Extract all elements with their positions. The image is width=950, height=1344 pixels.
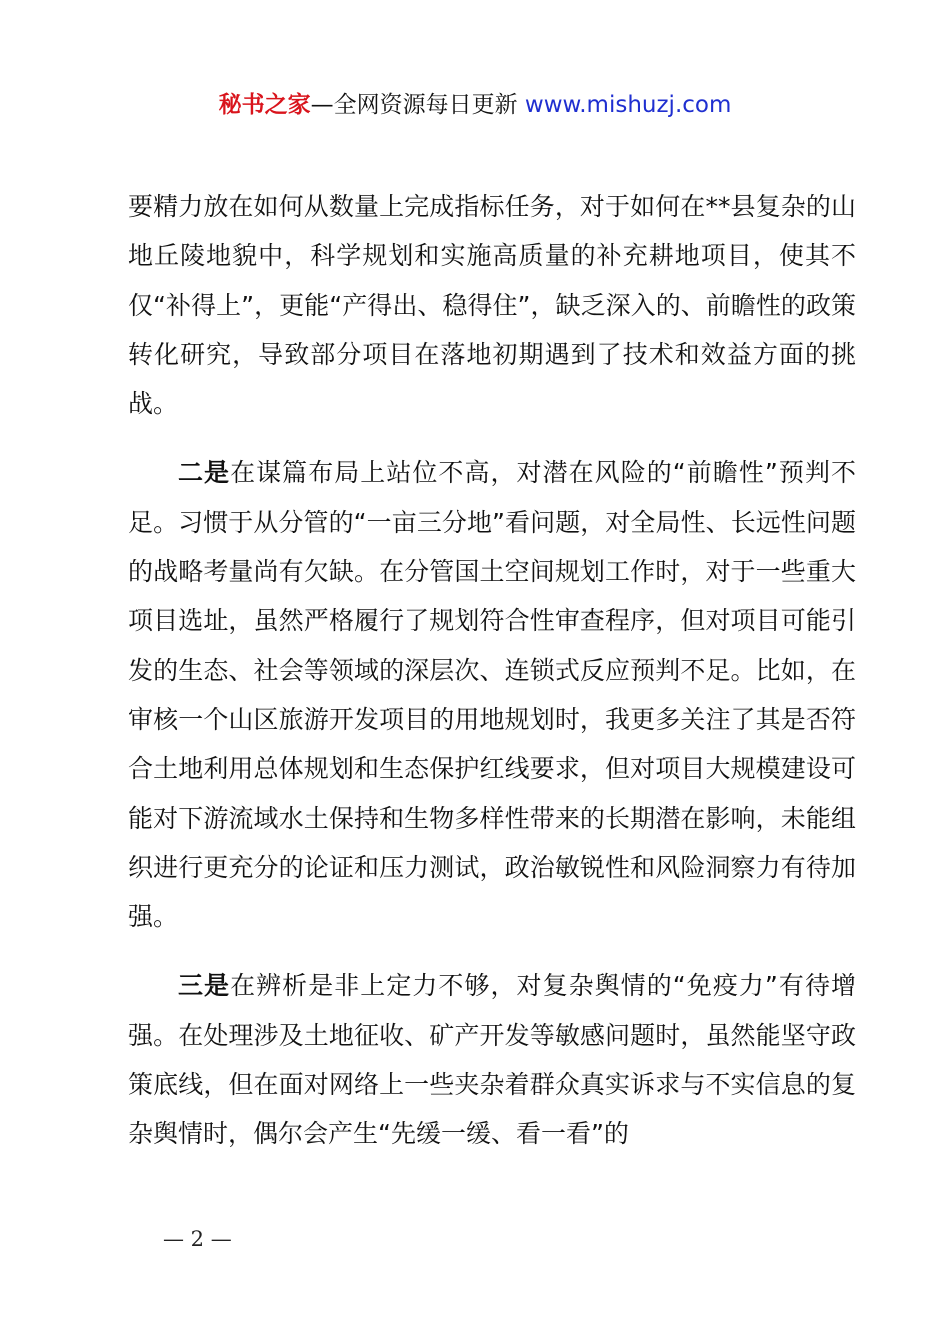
- site-brand: 秘书之家: [218, 92, 311, 118]
- document-body: [128, 182, 856, 1159]
- paragraph-text: 在辨析是非上定力不够，对复杂舆情的“免疫力”有待增强。在处理涉及土地征收、矿产开发等敏感问题时，虽然能坚守政策底线，但在面对网络上一些夹杂着群众真实诉求与不实信息的复杂舆情时，偶尔会产生“先缓一缓、看一看”的: [128, 971, 856, 1149]
- site-header: [0, 88, 950, 122]
- paragraph-lead: 二是: [178, 458, 231, 488]
- paragraph-point-two: [128, 448, 856, 941]
- paragraph-text: 在谋篇布局上站位不高，对潜在风险的“前瞻性”预判不足。习惯于从分管的“一亩三分地”看问题，对全局性、长远性问题的战略考量尚有欠缺。在分管国土空间规划工作时，对于一些重大项目选址，虽然严格履行了规划符合性审查程序，但对项目可能引发的生态、社会等领域的深层次、连锁式反应预判不足。比如，在审核一个山区旅游开发项目的用地规划时，我更多关注了其是否符合土地利用总体规划和生态保护红线要求，但对项目大规模建设可能对下游流域水土保持和生物多样性带来的长期潜在影响，未能组织进行更充分的论证和压力测试，政治敏锐性和风险洞察力有待加强。: [128, 458, 856, 932]
- paragraph-text: 要精力放在如何从数量上完成指标任务，对于如何在**县复杂的山地丘陵地貌中，科学规划和实施高质量的补充耕地项目，使其不仅“补得上”，更能“产得出、稳得住”，缺乏深入的、前瞻性的政策转化研究，导致部分项目在落地初期遇到了技术和效益方面的挑战。: [128, 192, 856, 419]
- paragraph-lead: 三是: [178, 971, 231, 1001]
- page-number: — 2 —: [163, 1227, 232, 1251]
- site-url-link[interactable]: www.mishuzj.com: [524, 92, 732, 118]
- site-slogan: —全网资源每日更新: [310, 92, 525, 118]
- paragraph-continuation: [128, 182, 856, 428]
- paragraph-point-three: [128, 961, 856, 1158]
